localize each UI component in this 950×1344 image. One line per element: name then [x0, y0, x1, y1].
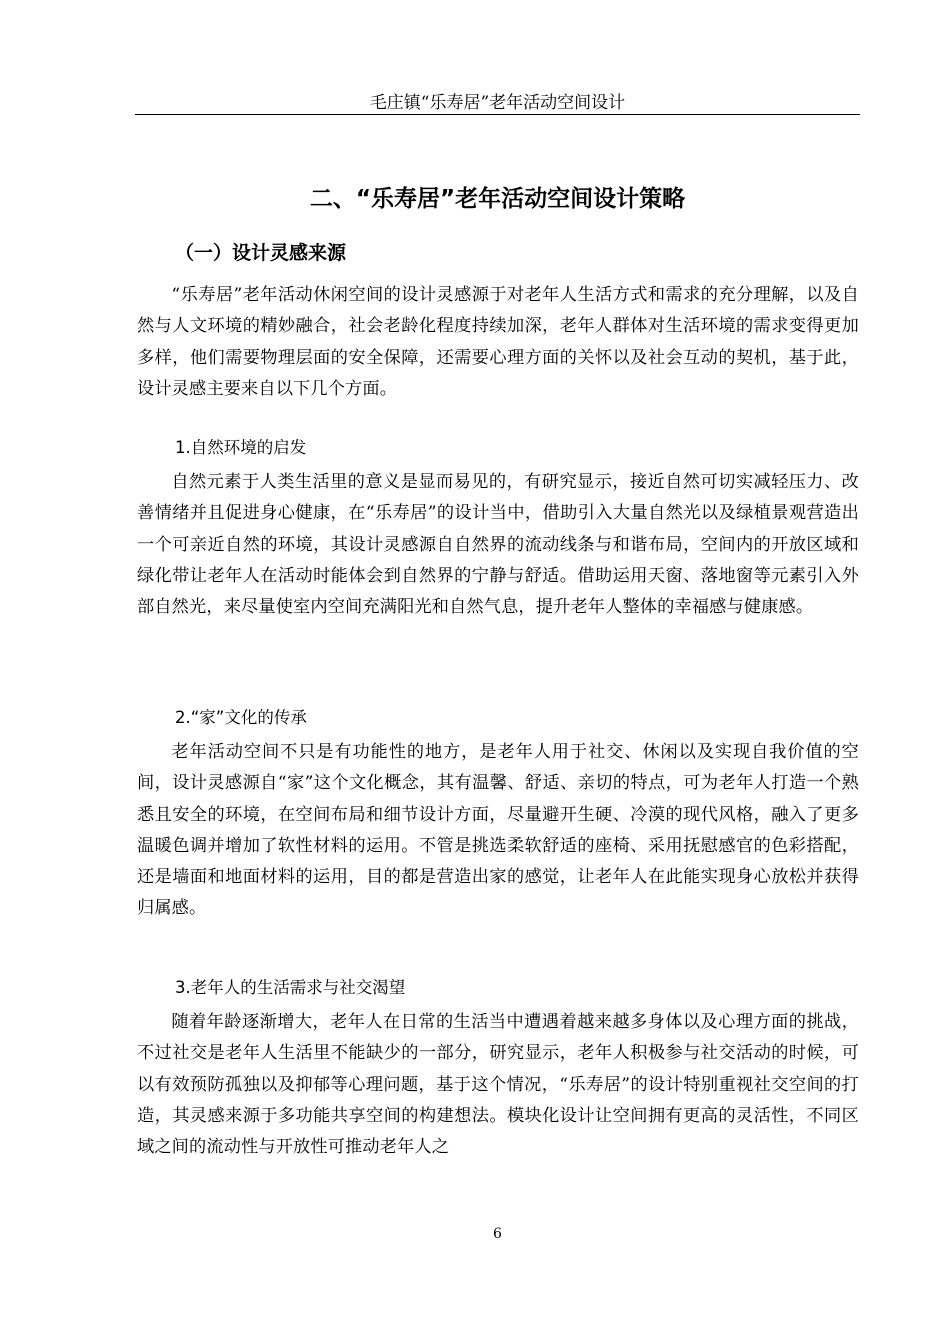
- section-heading: （一）设计灵感来源: [175, 242, 347, 264]
- subsection-heading-3: 3.老年人的生活需求与社交渴望: [175, 978, 406, 997]
- paragraph-2: 老年活动空间不只是有功能性的地方，是老年人用于社交、休闲以及实现自我价值的空间，设计灵感源自“家”这个文化概念，其有温馨、舒适、亲切的特点，可为老年人打造一个熟悉且安全的环境，在空间布局和细节设计方面，尽量避开生硬、冷漠的现代风格，融入了更多温暖色调并增加了软性材料的运用。不管是挑选柔软舒适的座椅、采用抚慰感官的色彩搭配，还是墙面和地面材料的运用，目的都是营造出家的感觉，让老年人在此能实现身心放松并获得归属感。: [137, 742, 859, 919]
- paragraph-1: 自然元素于人类生活里的意义是显而易见的，有研究显示，接近自然可切实减轻压力、改善情绪并且促进身心健康，在“乐寿居”的设计当中，借助引入大量自然光以及绿植景观营造出一个可亲近自然的环境，其设计灵感源自自然界的流动线条与和谐布局，空间内的开放区域和绿化带让老年人在活动时能体会到自然界的宁静与舒适。借助运用天窗、落地窗等元素引入外部自然光，来尽量使室内空间充满阳光和自然气息，提升老年人整体的幸福感与健康感。: [137, 472, 859, 618]
- running-header: 毛庄镇“乐寿居”老年活动空间设计: [369, 93, 626, 113]
- subsection-heading-2: 2.“家”文化的传承: [175, 708, 307, 727]
- subsection-heading-1: 1.自然环境的启发: [175, 438, 307, 457]
- paragraph-3: 随着年龄逐渐增大，老年人在日常的生活当中遭遇着越来越多身体以及心理方面的挑战，不过社交是老年人生活里不能缺少的一部分，研究显示，老年人积极参与社交活动的时候，可以有效预防孤独以及抑郁等心理问题，基于这个情况，“乐寿居”的设计特别重视社交空间的打造，其灵感来源于多功能共享空间的构建想法。模块化设计让空间拥有更高的灵活性，不同区域之间的流动性与开放性可推动老年人之: [137, 1012, 859, 1158]
- intro-paragraph: “乐寿居”老年活动休闲空间的设计灵感源于对老年人生活方式和需求的充分理解，以及自然与人文环境的精妙融合，社会老龄化程度持续加深，老年人群体对生活环境的需求变得更加多样，他们需要物理层面的安全保障，还需要心理方面的关怀以及社会互动的契机，基于此，设计灵感主要来自以下几个方面。: [137, 285, 859, 399]
- page-number: 6: [493, 1226, 502, 1242]
- chapter-title: 二、“乐寿居”老年活动空间设计策略: [309, 186, 686, 212]
- header-rule: [135, 114, 860, 115]
